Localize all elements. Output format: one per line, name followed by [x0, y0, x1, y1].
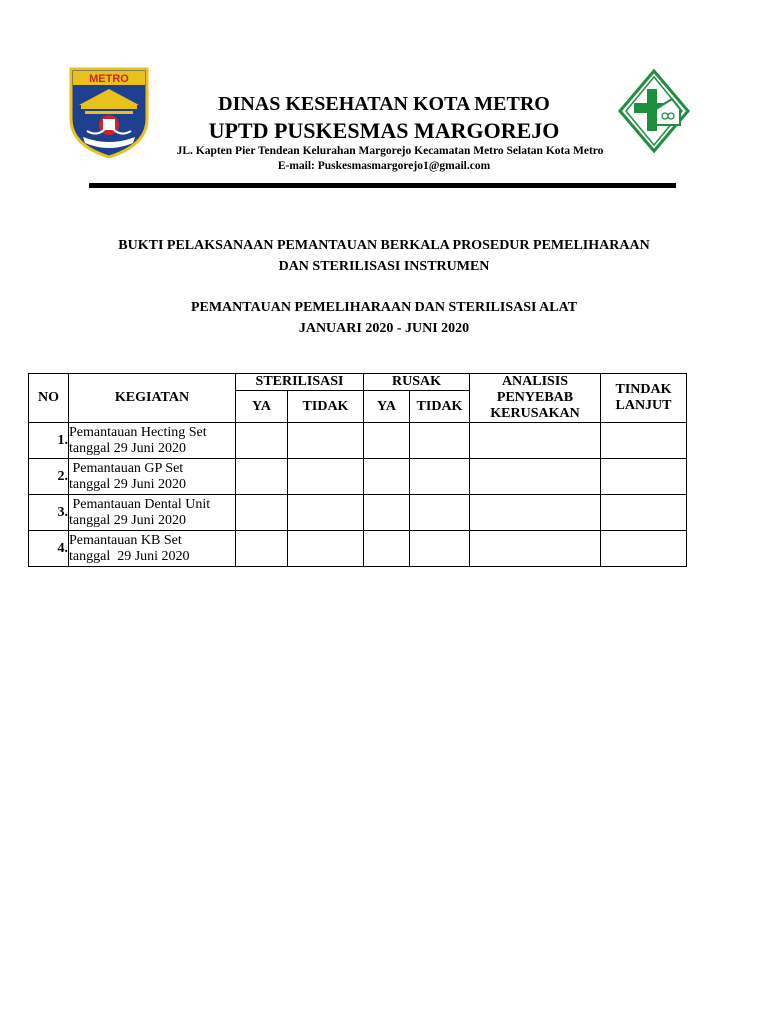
subtitle-period: JANUARI 2020 - JUNI 2020: [298, 321, 470, 336]
row-activity: [69, 459, 236, 495]
table-row: [29, 531, 687, 567]
header-sterilisasi: STERILISASI: [236, 374, 364, 391]
header-tindak-l2: LANJUT: [615, 398, 672, 413]
cell-analisis: [470, 531, 601, 567]
table-row: [29, 495, 687, 531]
cell-analisis: [470, 495, 601, 531]
cell-tindak-lanjut: [601, 423, 687, 459]
cell-analisis: [470, 423, 601, 459]
header-analisis-l3: KERUSAKAN: [490, 406, 580, 421]
monitoring-table: [28, 373, 687, 567]
cell-tindak-lanjut: [601, 495, 687, 531]
cell-rusak-ya: [364, 531, 410, 567]
header-analisis-l2: PENYEBAB: [496, 390, 574, 405]
cell-sterilisasi-tidak: [288, 423, 364, 459]
subtitle-line1: PEMANTAUAN PEMELIHARAAN DAN STERILISASI ALAT: [190, 300, 578, 315]
document-title-line2: DAN STERILISASI INSTRUMEN: [278, 259, 490, 274]
cell-sterilisasi-ya: [236, 423, 288, 459]
header-tindak-lanjut: [601, 374, 687, 423]
row-number: 2.: [29, 459, 69, 495]
row-activity-name: Pemantauan Hecting Set: [69, 424, 207, 440]
header-analisis-l1: ANALISIS: [501, 374, 569, 389]
cell-tindak-lanjut: [601, 459, 687, 495]
agency-name: DINAS KESEHATAN KOTA METRO: [218, 93, 550, 115]
cell-rusak-ya: [364, 495, 410, 531]
header-sterilisasi-tidak: TIDAK: [288, 391, 364, 423]
letterhead-divider: [89, 183, 676, 188]
row-activity: [69, 495, 236, 531]
row-number: 3.: [29, 495, 69, 531]
row-activity-date: tanggal 29 Juni 2020: [69, 548, 190, 564]
cell-rusak-tidak: [410, 495, 470, 531]
row-number: 1.: [29, 423, 69, 459]
cell-sterilisasi-ya: [236, 531, 288, 567]
row-activity-date: tanggal 29 Juni 2020: [69, 476, 187, 492]
cell-sterilisasi-tidak: [288, 531, 364, 567]
cell-rusak-tidak: [410, 423, 470, 459]
row-activity: [69, 423, 236, 459]
cell-analisis: [470, 459, 601, 495]
row-activity-name: Pemantauan Dental Unit: [69, 496, 211, 512]
header-rusak: RUSAK: [364, 374, 470, 391]
header-rusak-tidak: TIDAK: [410, 391, 470, 423]
row-activity-name: Pemantauan KB Set: [69, 532, 182, 548]
cell-sterilisasi-tidak: [288, 459, 364, 495]
header-tindak-l1: TINDAK: [615, 382, 672, 397]
cell-tindak-lanjut: [601, 531, 687, 567]
email-line: E-mail: Puskesmasmargorejo1@gmail.com: [277, 160, 491, 172]
row-activity-date: tanggal 29 Juni 2020: [69, 512, 187, 528]
cell-rusak-tidak: [410, 459, 470, 495]
table-row: [29, 423, 687, 459]
cell-rusak-ya: [364, 459, 410, 495]
address-line: JL. Kapten Pier Tendean Kelurahan Margorejo Kecamatan Metro Selatan Kota Metro: [176, 145, 604, 157]
header-no: NO: [29, 374, 69, 423]
row-activity-name: Pemantauan GP Set: [69, 460, 184, 476]
document-title-line1: BUKTI PELAKSANAAN PEMANTAUAN BERKALA PROSEDUR PEMELIHARAAN: [118, 238, 650, 253]
cell-rusak-ya: [364, 423, 410, 459]
header-kegiatan: KEGIATAN: [69, 374, 236, 423]
row-activity: [69, 531, 236, 567]
cell-sterilisasi-ya: [236, 459, 288, 495]
cell-rusak-tidak: [410, 531, 470, 567]
header-sterilisasi-ya: YA: [236, 391, 288, 423]
crest-label: METRO: [89, 73, 129, 85]
cell-sterilisasi-ya: [236, 495, 288, 531]
header-analisis: [470, 374, 601, 423]
institution-name: UPTD PUSKESMAS MARGOREJO: [208, 118, 560, 143]
table-row: [29, 459, 687, 495]
cell-sterilisasi-tidak: [288, 495, 364, 531]
row-number: 4.: [29, 531, 69, 567]
header-rusak-ya: YA: [364, 391, 410, 423]
row-activity-date: tanggal 29 Juni 2020: [69, 440, 187, 456]
